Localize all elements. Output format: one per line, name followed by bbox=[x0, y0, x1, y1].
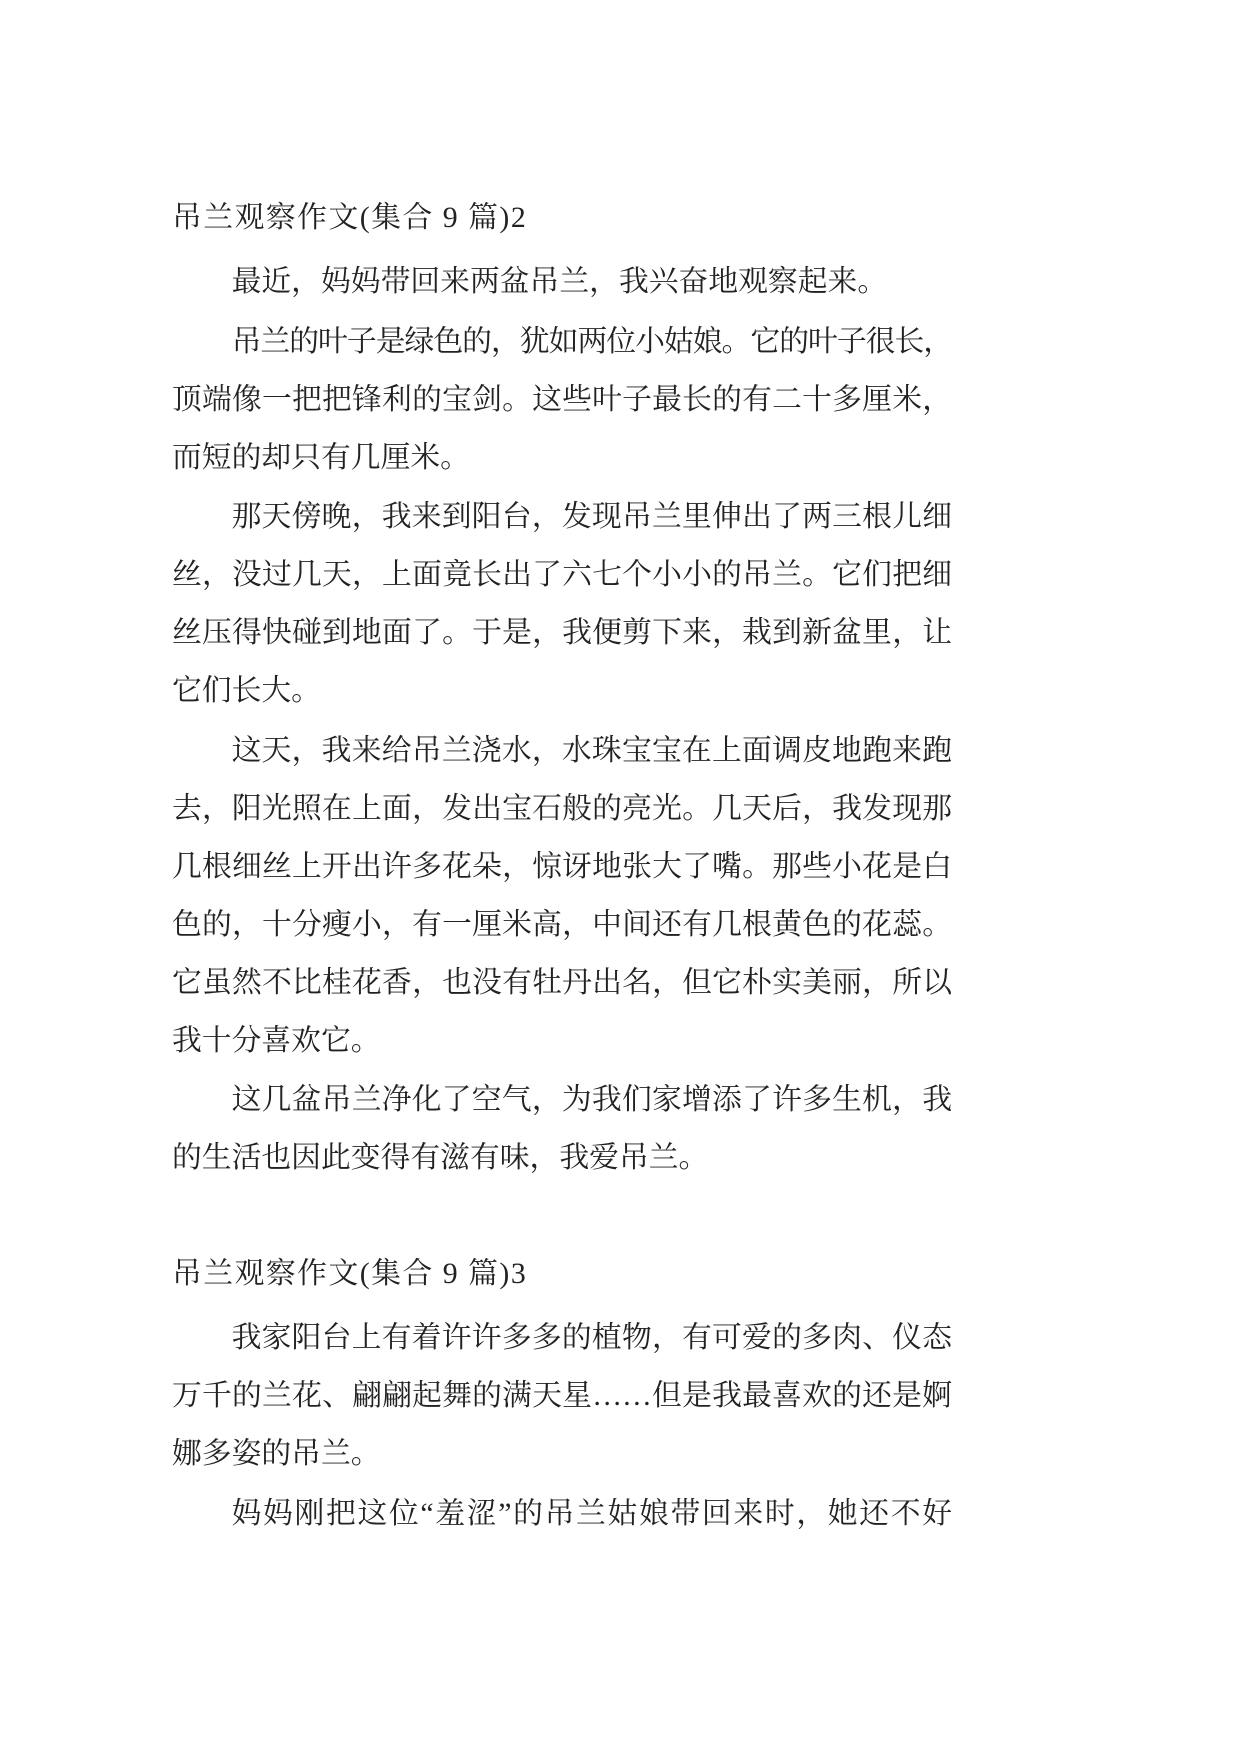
text-line: 丝，没过几天，上面竟长出了六七个小小的吊兰。它们把细 bbox=[172, 558, 952, 591]
text-line: 这天，我来给吊兰浇水，水珠宝宝在上面调皮地跑来跑 bbox=[231, 733, 952, 767]
text-line: 我十分喜欢它。 bbox=[172, 1023, 381, 1057]
text-line: 这几盆吊兰净化了空气，为我们家增添了许多生机，我 bbox=[231, 1083, 952, 1116]
text-line: 色的，十分瘦小，有一厘米高，中间还有几根黄色的花蕊。 bbox=[172, 907, 952, 941]
paragraph bbox=[172, 1309, 952, 1483]
text-line: 它们长大。 bbox=[172, 674, 321, 707]
text-line: 丝压得快碰到地面了。于是，我便剪下来，栽到新盆里，让 bbox=[172, 616, 952, 649]
paragraph bbox=[172, 488, 952, 720]
text-line: 我家阳台上有着许许多多的植物，有可爱的多肉、仪态 bbox=[231, 1321, 952, 1354]
text-line: 娜多姿的吊兰。 bbox=[172, 1437, 381, 1470]
text-line: 最近，妈妈带回来两盆吊兰，我兴奋地观察起来。 bbox=[231, 265, 888, 298]
text-line: 那天傍晚，我来到阳台，发现吊兰里伸出了两三根儿细 bbox=[231, 500, 952, 533]
text-line: 几根细丝上开出许多花朵，惊讶地张大了嘴。那些小花是白 bbox=[172, 849, 952, 883]
paragraph bbox=[172, 1485, 952, 1543]
text-line: 顶端像一把把锋利的宝剑。这些叶子最长的有二十多厘米， bbox=[172, 382, 952, 416]
essay-title: 吊兰观察作文(集合 9 篇)3 bbox=[172, 1257, 528, 1290]
text-line: 吊兰的叶子是绿色的，犹如两位小姑娘。它的叶子很长， bbox=[231, 324, 952, 358]
text-line: 万千的兰花、翩翩起舞的满天星……但是我最喜欢的还是婀 bbox=[172, 1379, 952, 1412]
essay-section bbox=[172, 189, 952, 1187]
paragraph bbox=[172, 1071, 952, 1187]
paragraph bbox=[172, 313, 952, 487]
document-body bbox=[172, 189, 952, 1543]
essay-section bbox=[172, 1245, 952, 1543]
text-line: 妈妈刚把这位“羞涩”的吊兰姑娘带回来时，她还不好 bbox=[231, 1496, 952, 1530]
text-line: 去，阳光照在上面，发出宝石般的亮光。几天后，我发现那 bbox=[172, 791, 952, 825]
text-line: 它虽然不比桂花香，也没有牡丹出名，但它朴实美丽，所以 bbox=[172, 965, 952, 999]
text-line: 而短的却只有几厘米。 bbox=[172, 440, 470, 474]
essay-title: 吊兰观察作文(集合 9 篇)2 bbox=[172, 201, 528, 234]
paragraph bbox=[172, 253, 952, 311]
paragraph bbox=[172, 722, 952, 1070]
text-line: 的生活也因此变得有滋有味，我爱吊兰。 bbox=[172, 1141, 709, 1174]
